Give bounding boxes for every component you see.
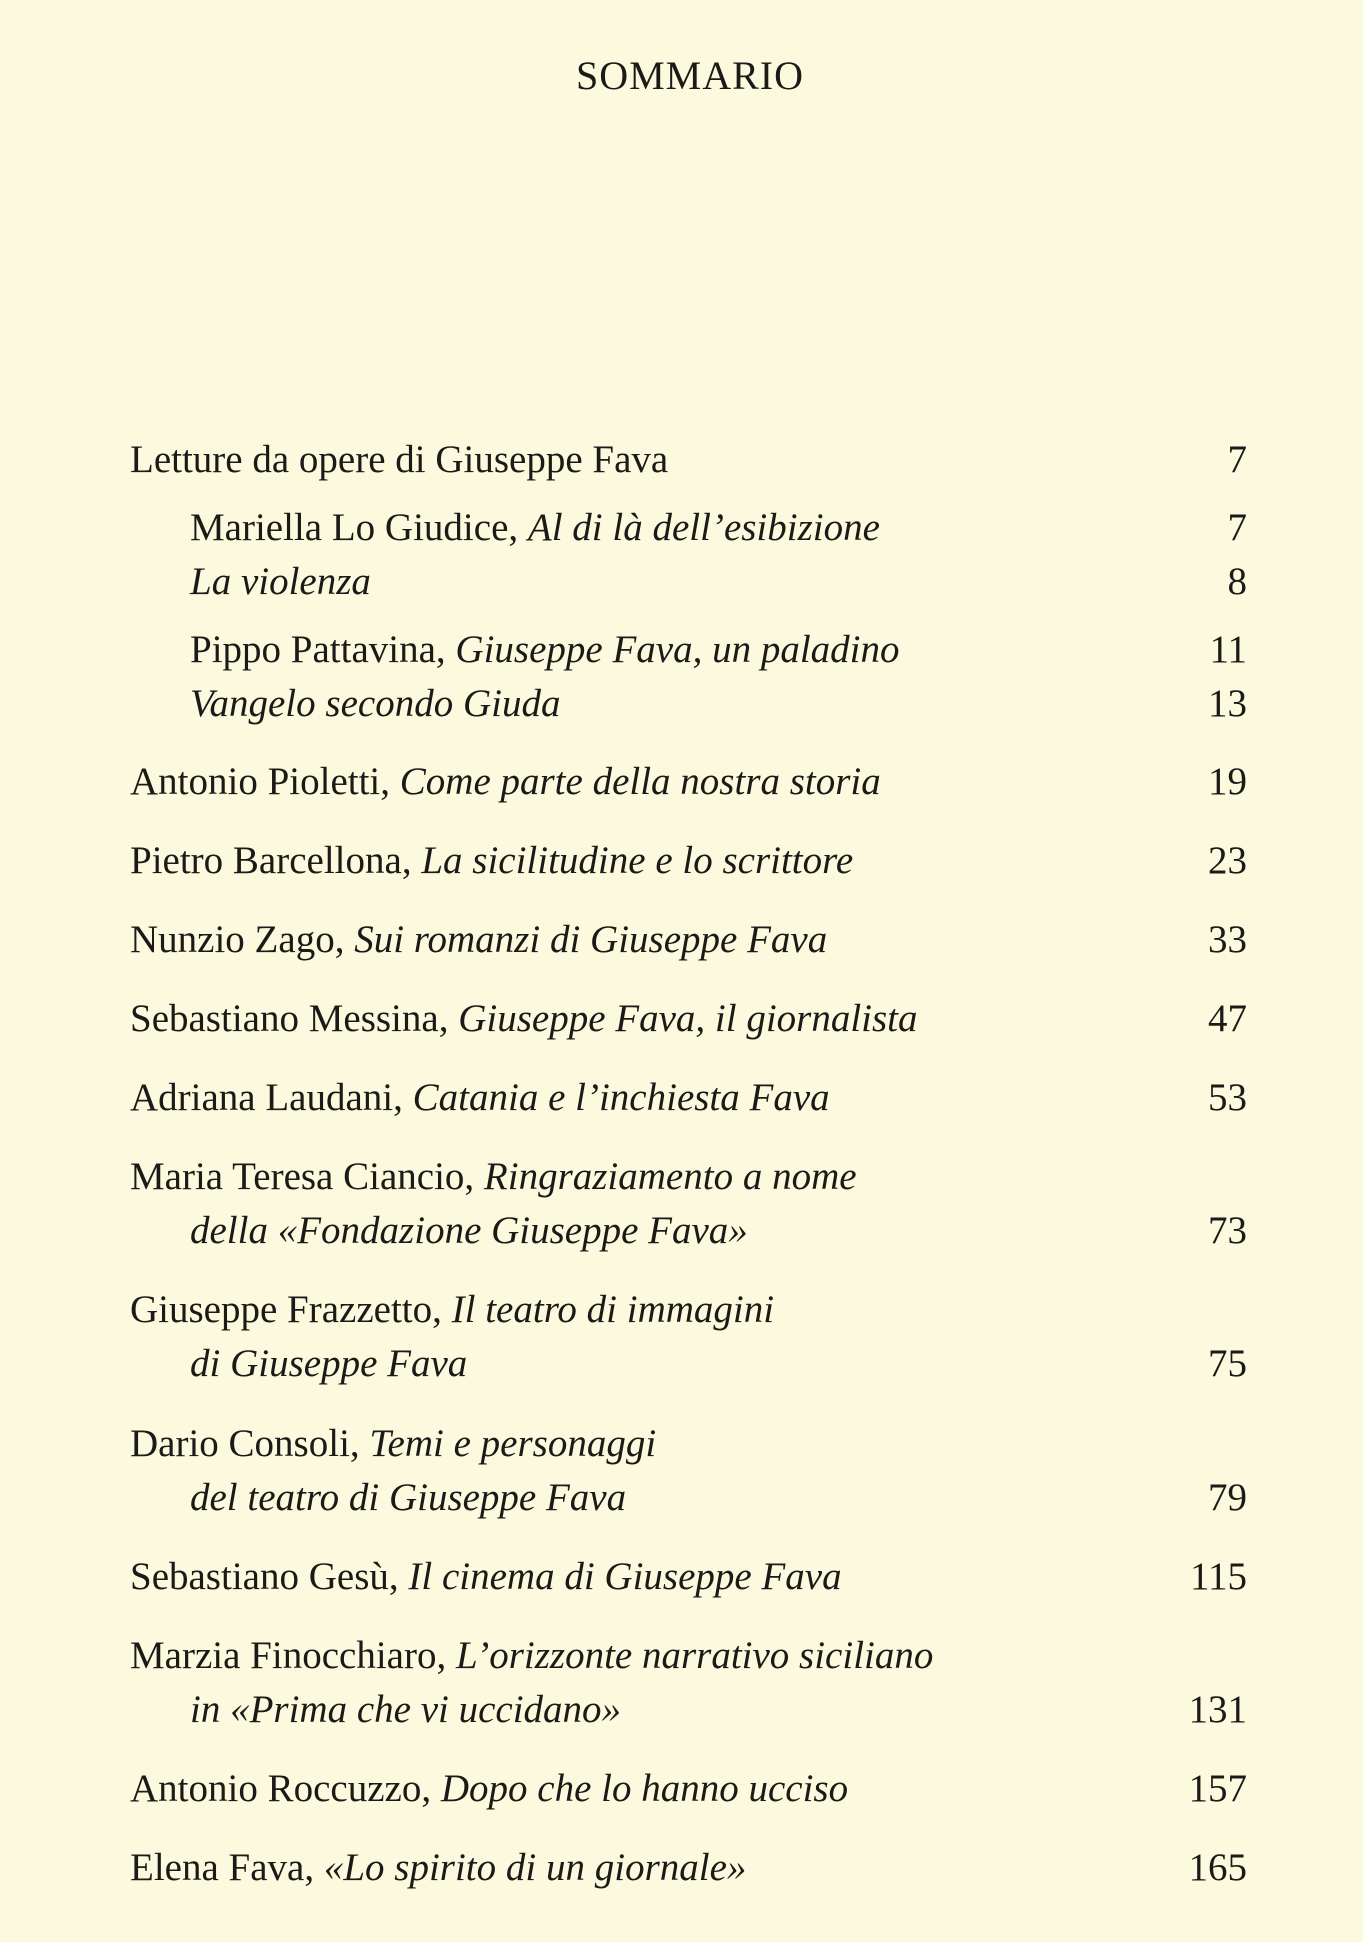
entry-separator: , bbox=[401, 839, 422, 882]
entry-text bbox=[130, 994, 918, 1044]
entry-page-number: 53 bbox=[1208, 1076, 1247, 1119]
toc-entry bbox=[0, 1073, 1363, 1123]
toc-entry bbox=[0, 503, 1363, 553]
entry-text bbox=[130, 435, 668, 485]
toc-entry bbox=[0, 1285, 1363, 1335]
entry-author: Elena Fava bbox=[130, 1846, 305, 1889]
entry-title: Al di là dell’esibizione bbox=[527, 506, 880, 549]
toc-entry bbox=[0, 1473, 1363, 1523]
toc-entry bbox=[0, 1685, 1363, 1735]
entry-title: Temi e personaggi bbox=[369, 1422, 657, 1465]
entry-title: Vangelo secondo Giuda bbox=[190, 682, 561, 725]
entry-title: Come parte della nostra storia bbox=[399, 760, 881, 803]
entry-title: Giuseppe Fava, un paladino bbox=[455, 628, 900, 671]
entry-separator: , bbox=[349, 1422, 370, 1465]
entry-separator: , bbox=[432, 1288, 452, 1331]
entry-author: Giuseppe Frazzetto bbox=[130, 1288, 433, 1331]
toc-entry bbox=[0, 679, 1363, 729]
entry-separator: , bbox=[436, 1634, 456, 1677]
entry-page-number: 11 bbox=[1209, 628, 1247, 671]
entry-page-number: 165 bbox=[1188, 1846, 1247, 1889]
entry-title: del teatro di Giuseppe Fava bbox=[190, 1476, 627, 1519]
entry-page-number: 8 bbox=[1227, 560, 1247, 603]
entry-text bbox=[190, 1206, 748, 1256]
entry-title: La sicilitudine e lo scrittore bbox=[421, 839, 854, 882]
entry-separator: , bbox=[421, 1767, 441, 1810]
entry-separator: , bbox=[508, 506, 528, 549]
entry-text bbox=[130, 1552, 842, 1602]
entry-text bbox=[190, 1685, 621, 1735]
entry-page-number: 7 bbox=[1227, 438, 1247, 481]
entry-title: «Lo spirito di un giornale» bbox=[323, 1846, 747, 1889]
entry-text bbox=[190, 1339, 467, 1389]
toc-entry bbox=[0, 1152, 1363, 1202]
toc-entry bbox=[0, 1206, 1363, 1256]
entry-text bbox=[130, 1764, 848, 1814]
entry-title: Catania e l’inchiesta Fava bbox=[412, 1076, 830, 1119]
entry-text bbox=[130, 1073, 830, 1123]
entry-title: La violenza bbox=[190, 560, 371, 603]
toc-entry bbox=[0, 757, 1363, 807]
entry-text bbox=[130, 836, 853, 886]
entry-separator: , bbox=[388, 1555, 409, 1598]
entry-page-number: 131 bbox=[1188, 1688, 1247, 1731]
entry-title: Sui romanzi di Giuseppe Fava bbox=[354, 918, 828, 961]
entry-text bbox=[130, 1631, 933, 1681]
entry-author: Sebastiano Gesù bbox=[130, 1555, 389, 1598]
entry-separator: , bbox=[334, 918, 355, 961]
toc-entry bbox=[0, 915, 1363, 965]
entry-text bbox=[130, 1152, 857, 1202]
entry-text bbox=[190, 1473, 626, 1523]
entry-page-number: 79 bbox=[1208, 1476, 1247, 1519]
entry-title: Il teatro di immagini bbox=[451, 1288, 775, 1331]
entry-author: Dario Consoli bbox=[130, 1422, 350, 1465]
entry-text bbox=[190, 625, 900, 675]
entry-text bbox=[130, 1843, 746, 1893]
entry-title: Letture da opere di Giuseppe Fava bbox=[130, 438, 669, 481]
page-title: SOMMARIO bbox=[575, 53, 805, 98]
toc-entry bbox=[0, 1552, 1363, 1602]
toc-entry bbox=[0, 625, 1363, 675]
entry-page-number: 115 bbox=[1189, 1555, 1247, 1598]
entry-separator: , bbox=[304, 1846, 324, 1889]
entry-title: della «Fondazione Giuseppe Fava» bbox=[190, 1209, 748, 1252]
entry-page-number: 75 bbox=[1208, 1342, 1247, 1385]
entry-title: L’orizzonte narrativo siciliano bbox=[455, 1634, 934, 1677]
entry-text bbox=[130, 915, 827, 965]
toc-entry bbox=[0, 435, 1363, 485]
toc-entry bbox=[0, 1764, 1363, 1814]
entry-title: Dopo che lo hanno ucciso bbox=[440, 1767, 849, 1810]
entry-title: in «Prima che vi uccidano» bbox=[190, 1688, 622, 1731]
entry-page-number: 19 bbox=[1208, 760, 1247, 803]
entry-title: Giuseppe Fava, il giornalista bbox=[458, 997, 918, 1040]
entry-separator: , bbox=[393, 1076, 413, 1119]
toc-entry bbox=[0, 557, 1363, 607]
entry-text bbox=[130, 1419, 656, 1469]
entry-page-number: 13 bbox=[1208, 682, 1247, 725]
toc-entry bbox=[0, 836, 1363, 886]
entry-text bbox=[190, 503, 880, 553]
entry-author: Nunzio Zago bbox=[130, 918, 335, 961]
entry-separator: , bbox=[438, 997, 459, 1040]
entry-author: Marzia Finocchiaro bbox=[130, 1634, 437, 1677]
entry-page-number: 23 bbox=[1208, 839, 1247, 882]
entry-author: Adriana Laudani bbox=[130, 1076, 394, 1119]
entry-author: Sebastiano Messina bbox=[130, 997, 439, 1040]
entry-author: Antonio Roccuzzo bbox=[130, 1767, 422, 1810]
entry-separator: , bbox=[435, 628, 456, 671]
entry-author: Maria Teresa Ciancio bbox=[130, 1155, 465, 1198]
entry-text bbox=[130, 757, 881, 807]
entry-author: Mariella Lo Giudice bbox=[190, 506, 509, 549]
entry-text bbox=[130, 1285, 774, 1335]
entry-author: Pippo Pattavina bbox=[190, 628, 436, 671]
entry-title: di Giuseppe Fava bbox=[190, 1342, 468, 1385]
toc-entry bbox=[0, 1843, 1363, 1893]
entry-text bbox=[190, 679, 560, 729]
entry-title: Il cinema di Giuseppe Fava bbox=[408, 1555, 842, 1598]
entry-title: Ringraziamento a nome bbox=[483, 1155, 857, 1198]
entry-page-number: 33 bbox=[1208, 918, 1247, 961]
entry-separator: , bbox=[380, 760, 400, 803]
toc-entry bbox=[0, 1339, 1363, 1389]
entry-author: Antonio Pioletti bbox=[130, 760, 381, 803]
entry-author: Pietro Barcellona bbox=[130, 839, 402, 882]
toc-entry bbox=[0, 1419, 1363, 1469]
entry-page-number: 73 bbox=[1208, 1209, 1247, 1252]
entry-page-number: 7 bbox=[1227, 506, 1247, 549]
toc-entry bbox=[0, 994, 1363, 1044]
toc-entry bbox=[0, 1631, 1363, 1681]
entry-page-number: 157 bbox=[1188, 1767, 1247, 1810]
entry-separator: , bbox=[464, 1155, 484, 1198]
entry-page-number: 47 bbox=[1208, 997, 1247, 1040]
entry-text bbox=[190, 557, 371, 607]
